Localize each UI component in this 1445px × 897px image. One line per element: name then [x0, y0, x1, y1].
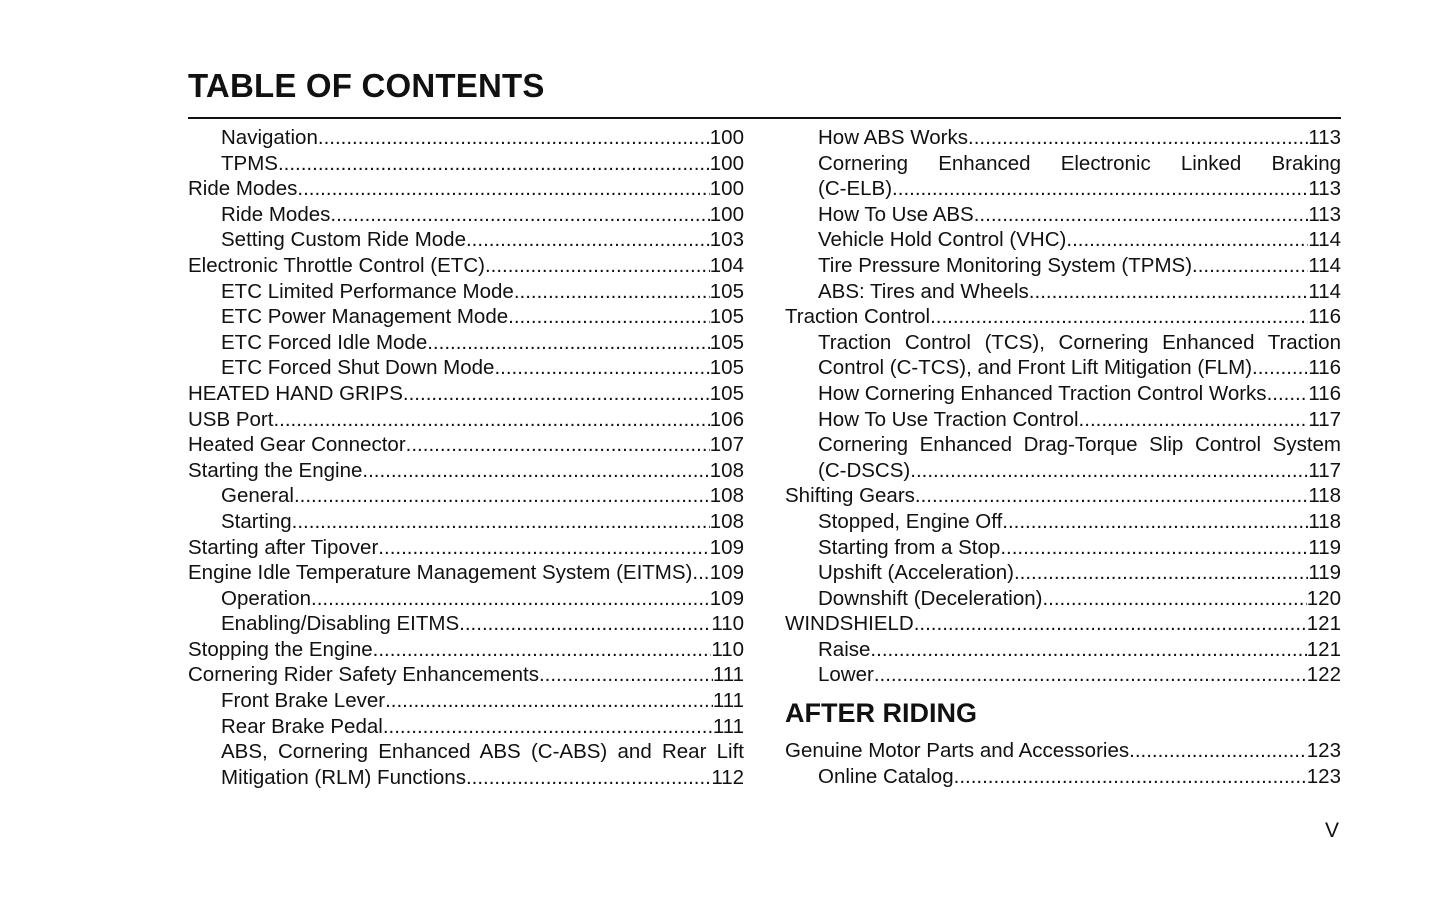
toc-entry-label: Stopping the Engine [188, 637, 373, 661]
toc-left-column [188, 125, 744, 790]
toc-entry[interactable] [785, 330, 1341, 381]
dot-leader [292, 509, 710, 535]
toc-entry-page: 111 [712, 714, 744, 738]
toc-entry-row [221, 355, 744, 381]
toc-entry-label: Shifting Gears [785, 484, 915, 508]
toc-entry[interactable] [188, 509, 744, 535]
toc-entry-row [785, 738, 1341, 764]
toc-entry[interactable] [188, 586, 744, 612]
toc-entry-row [818, 202, 1341, 228]
toc-entry[interactable] [785, 535, 1341, 561]
toc-after-riding-entries [785, 738, 1341, 789]
dot-leader [403, 381, 710, 407]
toc-entry-page: 111 [712, 663, 744, 687]
toc-entry-page: 103 [709, 228, 744, 252]
dot-leader [1267, 381, 1309, 407]
toc-entry-label: USB Port [188, 407, 274, 431]
dot-leader [892, 176, 1308, 202]
dot-leader [378, 535, 709, 561]
toc-entry-row [818, 176, 1341, 202]
dot-leader [297, 176, 709, 202]
toc-entry[interactable] [785, 381, 1341, 407]
toc-entry-page: 111 [712, 689, 744, 713]
toc-entry-label: Control (C-TCS), and Front Lift Mitigation (FLM) [818, 356, 1253, 380]
toc-entry[interactable] [785, 662, 1341, 688]
toc-entry[interactable] [188, 407, 744, 433]
toc-entry-row [188, 176, 744, 202]
dot-leader [385, 688, 713, 714]
page-title: TABLE OF CONTENTS [188, 67, 545, 104]
toc-entry-label: Mitigation (RLM) Functions [221, 765, 466, 789]
dot-leader [273, 407, 709, 433]
toc-entry-row [818, 586, 1341, 612]
toc-entry[interactable] [188, 125, 744, 151]
toc-entry-page: 105 [709, 330, 744, 354]
dot-leader [968, 125, 1308, 151]
toc-entry-label: ETC Forced Shut Down Mode [221, 356, 495, 380]
dot-leader [514, 279, 710, 305]
toc-entry-page: 121 [1306, 637, 1341, 661]
toc-entry-label: Cornering Rider Safety Enhancements [188, 663, 539, 687]
dot-leader [1014, 560, 1308, 586]
toc-entry-page: 120 [1306, 586, 1341, 610]
toc-entry[interactable] [785, 304, 1341, 330]
toc-entry-label: Online Catalog [818, 764, 954, 788]
dot-leader [930, 304, 1308, 330]
toc-entry-page: 100 [709, 151, 744, 175]
toc-entry-row [188, 381, 744, 407]
toc-entry[interactable] [785, 611, 1341, 637]
toc-entry-page: 123 [1306, 739, 1341, 763]
toc-entry-row [221, 688, 744, 714]
toc-entry-label: Genuine Motor Parts and Accessories [785, 739, 1130, 763]
toc-entry-label-line: Traction Control (TCS), Cornering Enhanced Traction [818, 330, 1341, 354]
toc-entry[interactable] [188, 381, 744, 407]
toc-entry-row [818, 253, 1341, 279]
toc-entry-label-line: Cornering Enhanced Electronic Linked Braking [818, 151, 1341, 175]
toc-entry-page: 107 [709, 433, 744, 457]
dot-leader [485, 253, 710, 279]
toc-entry[interactable] [785, 738, 1341, 764]
toc-entry-page: 116 [1308, 305, 1341, 329]
toc-entry-page: 106 [709, 407, 744, 431]
toc-entry[interactable] [785, 279, 1341, 305]
toc-entry-page: 117 [1308, 407, 1341, 431]
toc-entry-page: 110 [711, 637, 744, 661]
toc-entry-label-line: Cornering Enhanced Drag-Torque Slip Control System [818, 433, 1341, 457]
toc-entry-label: Heated Gear Connector [188, 433, 406, 457]
toc-entry-row [818, 560, 1341, 586]
toc-entry[interactable] [188, 432, 744, 458]
toc-entry-label: Electronic Throttle Control (ETC) [188, 253, 485, 277]
toc-entry-label: WINDSHIELD [785, 612, 914, 636]
toc-entry-label: Tire Pressure Monitoring System (TPMS) [818, 253, 1193, 277]
toc-entry-page: 117 [1308, 458, 1341, 482]
toc-entry[interactable] [785, 227, 1341, 253]
dot-leader [1129, 738, 1307, 764]
toc-entry-row [188, 458, 744, 484]
toc-entry-row [818, 227, 1341, 253]
toc-entry-row [221, 765, 744, 791]
toc-right-column [785, 125, 1341, 789]
dot-leader [383, 714, 713, 740]
toc-entry-label: How ABS Works [818, 126, 968, 149]
dot-leader [974, 202, 1309, 228]
toc-entry-label: TPMS [221, 151, 278, 175]
toc-entry-row [818, 637, 1341, 663]
dot-leader [508, 304, 710, 330]
toc-entry-page: 108 [709, 509, 744, 533]
dot-leader [466, 227, 710, 253]
toc-entry-row [221, 279, 744, 305]
toc-entry-page: 105 [709, 305, 744, 329]
toc-entry-row [221, 483, 744, 509]
dot-leader [466, 765, 711, 791]
toc-entry-row [785, 304, 1341, 330]
toc-entry-page: 113 [1308, 126, 1341, 149]
dot-leader [1029, 279, 1309, 305]
toc-entry[interactable] [785, 509, 1341, 535]
toc-entry-page: 110 [711, 612, 744, 636]
toc-entry-label: (C-ELB) [818, 177, 893, 201]
toc-entry[interactable] [188, 688, 744, 714]
toc-entry-label: Ride Modes [221, 202, 331, 226]
toc-entry-page: 119 [1308, 561, 1341, 585]
toc-entry-page: 123 [1306, 764, 1341, 788]
page-number: V [1325, 819, 1340, 842]
toc-entry-page: 105 [709, 381, 744, 405]
toc-entry-label: Traction Control [785, 305, 931, 329]
toc-right-entries [785, 125, 1341, 688]
dot-leader [294, 483, 710, 509]
toc-entry-row [818, 407, 1341, 433]
dot-leader [692, 560, 709, 586]
toc-entry-page: 109 [709, 586, 744, 610]
toc-entry-row [818, 535, 1341, 561]
toc-entry-row [221, 509, 744, 535]
toc-entry-page: 119 [1308, 535, 1341, 559]
toc-entry-row [818, 509, 1341, 535]
toc-entry-page: 116 [1308, 381, 1341, 405]
dot-leader [427, 330, 710, 356]
toc-entry-row [221, 330, 744, 356]
toc-entry-label: Setting Custom Ride Mode [221, 228, 466, 252]
toc-entry-row [818, 381, 1341, 407]
toc-entry-row [188, 662, 744, 688]
toc-entry[interactable] [188, 304, 744, 330]
toc-entry-row [221, 714, 744, 740]
dot-leader [362, 458, 709, 484]
toc-entry-row [785, 483, 1341, 509]
toc-entry[interactable] [188, 637, 744, 663]
toc-entry[interactable] [785, 586, 1341, 612]
toc-entry[interactable] [188, 202, 744, 228]
toc-entry-page: 109 [709, 561, 744, 585]
toc-entry-label: HEATED HAND GRIPS [188, 381, 403, 405]
toc-entry[interactable] [785, 764, 1341, 790]
toc-entry-row [188, 535, 744, 561]
toc-entry-row [221, 227, 744, 253]
toc-entry[interactable] [188, 739, 744, 790]
toc-entry-page: 118 [1308, 509, 1341, 533]
dot-leader [1000, 535, 1308, 561]
dot-leader [1002, 509, 1308, 535]
toc-entry-label: Downshift (Deceleration) [818, 586, 1043, 610]
toc-entry-label: Upshift (Acceleration) [818, 561, 1014, 585]
toc-entry-row [221, 586, 744, 612]
toc-entry[interactable] [188, 458, 744, 484]
toc-entry[interactable] [785, 637, 1341, 663]
toc-entry-page: 112 [711, 765, 744, 789]
toc-entry-label: Starting after Tipover [188, 535, 379, 559]
toc-entry[interactable] [785, 125, 1341, 151]
toc-entry-page: 113 [1308, 202, 1341, 226]
dot-leader [459, 611, 711, 637]
toc-entry-row [818, 355, 1341, 381]
toc-entry-row [221, 611, 744, 637]
dot-leader [1066, 227, 1308, 253]
toc-entry-page: 121 [1306, 612, 1341, 636]
dot-leader [373, 637, 712, 663]
toc-entry[interactable] [785, 253, 1341, 279]
toc-entry-row [221, 125, 744, 151]
toc-entry[interactable] [188, 151, 744, 177]
toc-entry-row [188, 560, 744, 586]
toc-entry-label: Raise [818, 637, 871, 661]
toc-entry-page: 116 [1308, 356, 1341, 380]
toc-entry[interactable] [188, 483, 744, 509]
toc-entry-label: Stopped, Engine Off [818, 509, 1003, 533]
toc-entry[interactable] [188, 560, 744, 586]
toc-entry-row [188, 253, 744, 279]
toc-entry-label: ETC Power Management Mode [221, 305, 509, 329]
toc-entry[interactable] [785, 407, 1341, 433]
toc-entry-label: General [221, 484, 294, 508]
toc-entry[interactable] [785, 483, 1341, 509]
toc-entry[interactable] [188, 355, 744, 381]
toc-entry-label: (C-DSCS) [818, 458, 911, 482]
toc-entry-label: How To Use Traction Control [818, 407, 1079, 431]
toc-entry-label: Starting from a Stop [818, 535, 1001, 559]
toc-entry-page: 114 [1308, 228, 1341, 252]
toc-entry-page: 104 [709, 253, 744, 277]
dot-leader [914, 611, 1307, 637]
toc-entry-label: ETC Limited Performance Mode [221, 279, 514, 303]
toc-entry-page: 108 [709, 458, 744, 482]
toc-entry[interactable] [188, 176, 744, 202]
toc-entry-page: 113 [1308, 177, 1341, 201]
toc-entry[interactable] [188, 279, 744, 305]
toc-entry[interactable] [785, 202, 1341, 228]
toc-entry-row [785, 611, 1341, 637]
toc-entry-page: 100 [709, 202, 744, 226]
dot-leader [1192, 253, 1308, 279]
dot-leader [311, 586, 710, 612]
dot-leader [954, 764, 1307, 790]
toc-entry-row [818, 125, 1341, 151]
toc-entry[interactable] [188, 227, 744, 253]
toc-entry-label: How Cornering Enhanced Traction Control Works [818, 381, 1267, 405]
toc-entry-row [188, 637, 744, 663]
dot-leader [330, 202, 709, 228]
toc-entry-page: 105 [709, 279, 744, 303]
dot-leader [910, 458, 1308, 484]
toc-entry-label: ABS: Tires and Wheels [818, 279, 1029, 303]
toc-entry[interactable] [785, 560, 1341, 586]
toc-entry[interactable] [188, 535, 744, 561]
toc-entry-row [818, 662, 1341, 688]
title-rule [188, 117, 1341, 119]
toc-entry-row [818, 279, 1341, 305]
toc-entry-label: Rear Brake Pedal [221, 714, 383, 738]
toc-entry-label: Enabling/Disabling EITMS [221, 612, 460, 636]
section-heading-after-riding: AFTER RIDING [785, 698, 977, 729]
toc-entry-label: Front Brake Lever [221, 689, 386, 713]
toc-entry-label: Starting [221, 509, 292, 533]
toc-entry-page: 118 [1308, 484, 1341, 508]
dot-leader [1252, 355, 1308, 381]
toc-entry-label-line: ABS, Cornering Enhanced ABS (C-ABS) and Rear Lift [221, 740, 744, 764]
toc-entry-label: Navigation [221, 126, 318, 149]
toc-entry[interactable] [188, 253, 744, 279]
toc-entry-label: Ride Modes [188, 177, 298, 201]
toc-entry-page: 100 [709, 177, 744, 201]
toc-entry-page: 114 [1308, 253, 1341, 277]
toc-entry-row [818, 458, 1341, 484]
toc-entry-label: ETC Forced Idle Mode [221, 330, 428, 354]
toc-entry-row [221, 151, 744, 177]
toc-entry[interactable] [188, 662, 744, 688]
toc-entry[interactable] [785, 432, 1341, 483]
toc-entry-page: 108 [709, 484, 744, 508]
toc-entry-page: 122 [1306, 663, 1341, 687]
toc-entry-label: Engine Idle Temperature Management System (EITMS) [188, 561, 693, 585]
dot-leader [915, 483, 1308, 509]
toc-entry[interactable] [188, 330, 744, 356]
toc-entry-row [221, 304, 744, 330]
dot-leader [870, 637, 1306, 663]
toc-entry-row [188, 407, 744, 433]
dot-leader [1079, 407, 1309, 433]
toc-entry-page: 105 [709, 356, 744, 380]
toc-entry-page: 114 [1308, 279, 1341, 303]
toc-entry[interactable] [188, 714, 744, 740]
toc-entry-label: Vehicle Hold Control (VHC) [818, 228, 1067, 252]
dot-leader [278, 151, 710, 177]
dot-leader [874, 662, 1307, 688]
toc-entry[interactable] [188, 611, 744, 637]
toc-entry-label: Operation [221, 586, 312, 610]
toc-entry-label: Starting the Engine [188, 458, 363, 482]
toc-entry-row [818, 764, 1341, 790]
toc-entry-row [188, 432, 744, 458]
toc-entry-page: 100 [709, 126, 744, 149]
dot-leader [1042, 586, 1306, 612]
dot-leader [318, 125, 710, 151]
toc-entry-label: How To Use ABS [818, 202, 974, 226]
dot-leader [494, 355, 709, 381]
dot-leader [539, 662, 713, 688]
toc-entry-row [221, 202, 744, 228]
toc-entry-page: 109 [709, 535, 744, 559]
dot-leader [406, 432, 710, 458]
toc-entry-label: Lower [818, 663, 874, 687]
toc-entry[interactable] [785, 151, 1341, 202]
